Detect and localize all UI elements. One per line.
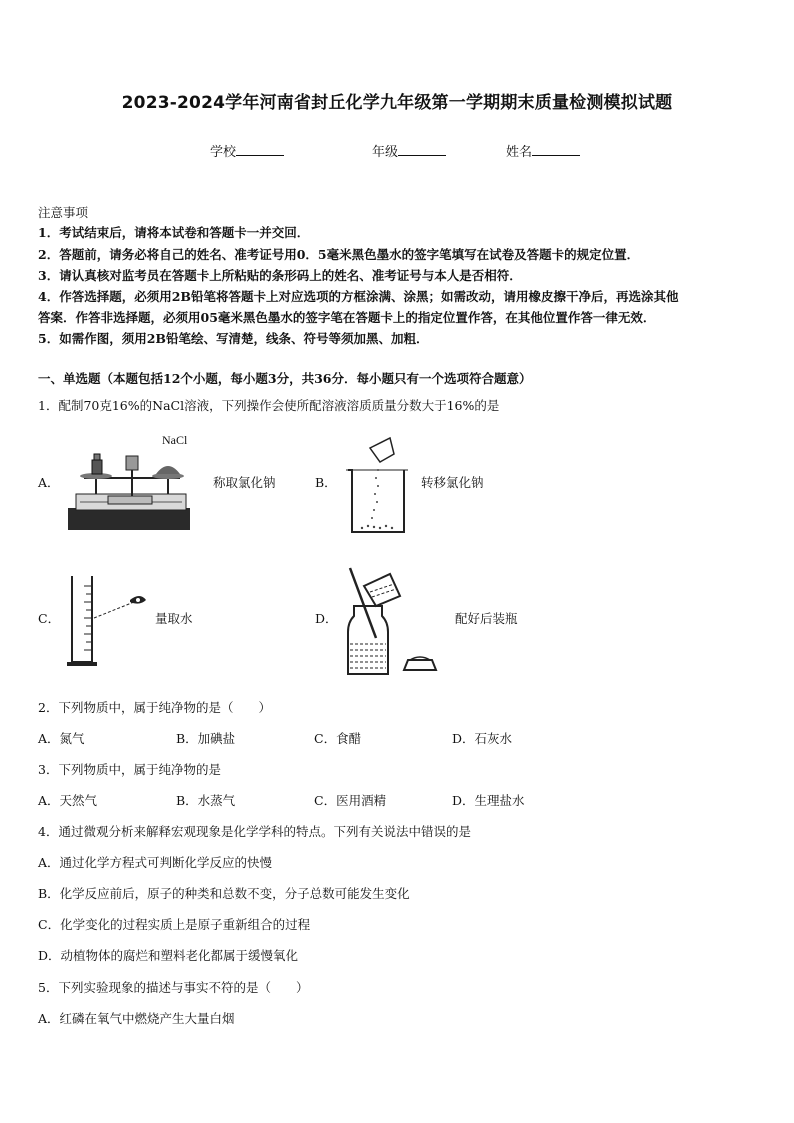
q2-option-a[interactable]: A．氮气 (38, 731, 85, 746)
q3-option-d[interactable]: D．生理盐水 (452, 793, 525, 808)
q5-option-a[interactable]: A．红磷在氧气中燃烧产生大量白烟 (38, 1011, 235, 1026)
note-item: 4．作答选择题，必须用2B铅笔将答题卡上对应选项的方框涂满、涂黑；如需改动，请用橡皮擦干净后，再选涂其他 (38, 289, 679, 304)
notes-heading: 注意事项 (38, 205, 89, 220)
name-field[interactable] (506, 141, 580, 160)
school-label: 学校 (210, 145, 237, 160)
balance-scale-figure (66, 428, 196, 533)
name-label: 姓名 (506, 145, 533, 160)
q2-stem: 2．下列物质中，属于纯净物的是（ ） (38, 700, 271, 715)
q2-option-b[interactable]: B．加碘盐 (176, 731, 236, 746)
nacl-label: NaCl (162, 433, 188, 447)
q5-stem: 5．下列实验现象的描述与事实不符的是（ ） (38, 980, 309, 995)
q4-option-b[interactable]: B．化学反应前后，原子的种类和总数不变，分子总数可能发生变化 (38, 886, 410, 901)
q1-option-b-caption: 转移氯化钠 (421, 475, 484, 490)
q4-option-c[interactable]: C．化学变化的过程实质上是原子重新组合的过程 (38, 917, 311, 932)
q1-option-d-caption: 配好后装瓶 (455, 611, 518, 626)
note-item: 3．请认真核对监考员在答题卡上所粘贴的条形码上的姓名、准考证号与本人是否相符． (38, 268, 522, 283)
q3-option-a[interactable]: A．天然气 (38, 793, 98, 808)
q4-option-d[interactable]: D．动植物体的腐烂和塑料老化都属于缓慢氧化 (38, 948, 299, 963)
q2-option-d[interactable]: D．石灰水 (452, 731, 513, 746)
q1-stem: 1．配制70克16%的NaCl溶液，下列操作会使所配溶液溶质质量分数大于16%的是 (38, 398, 500, 413)
note-item: 答案．作答非选择题，必须用05毫米黑色墨水的签字笔在答题卡上的指定位置作答，在其他位置作答一律无效． (38, 310, 656, 325)
page-title: 2023-2024学年河南省封丘化学九年级第一学期期末质量检测模拟试题 (121, 93, 673, 113)
q3-option-c[interactable]: C．医用酒精 (314, 793, 387, 808)
q4-stem: 4．通过微观分析来解释宏观现象是化学学科的特点。下列有关说法中错误的是 (38, 824, 471, 839)
grade-field[interactable] (372, 141, 446, 160)
beaker-transfer-figure (342, 436, 412, 536)
section-heading: 一、单选题（本题包括12个小题，每小题3分，共36分．每小题只有一个选项符合题意） (38, 371, 532, 386)
note-item: 5．如需作图，须用2B铅笔绘、写清楚，线条、符号等须加黑、加粗． (38, 331, 429, 346)
name-blank[interactable] (532, 143, 580, 156)
q1-option-d-letter[interactable]: D． (315, 611, 338, 626)
q1-option-a-letter[interactable]: A． (38, 475, 60, 490)
grade-label: 年级 (372, 145, 399, 160)
q4-option-a[interactable]: A．通过化学方程式可判断化学反应的快慢 (38, 855, 273, 870)
q3-option-b[interactable]: B．水蒸气 (176, 793, 236, 808)
graduated-cylinder-figure (64, 570, 154, 670)
school-field[interactable] (210, 141, 284, 160)
q1-option-a-caption: 称取氯化钠 (213, 475, 276, 490)
q1-option-b-letter[interactable]: B． (315, 475, 337, 490)
bottle-pouring-figure (340, 566, 452, 678)
q1-option-c-caption: 量取水 (155, 611, 193, 626)
q1-option-c-letter[interactable]: C． (38, 611, 61, 626)
school-blank[interactable] (236, 143, 284, 156)
q2-option-c[interactable]: C．食醋 (314, 731, 362, 746)
grade-blank[interactable] (398, 143, 446, 156)
note-item: 2．答题前，请务必将自己的姓名、准考证号用0．5毫米黑色墨水的签字笔填写在试卷及答题卡的规定位置． (38, 247, 640, 262)
q3-stem: 3．下列物质中，属于纯净物的是 (38, 762, 221, 777)
note-item: 1．考试结束后，请将本试卷和答题卡一并交回． (38, 225, 310, 240)
